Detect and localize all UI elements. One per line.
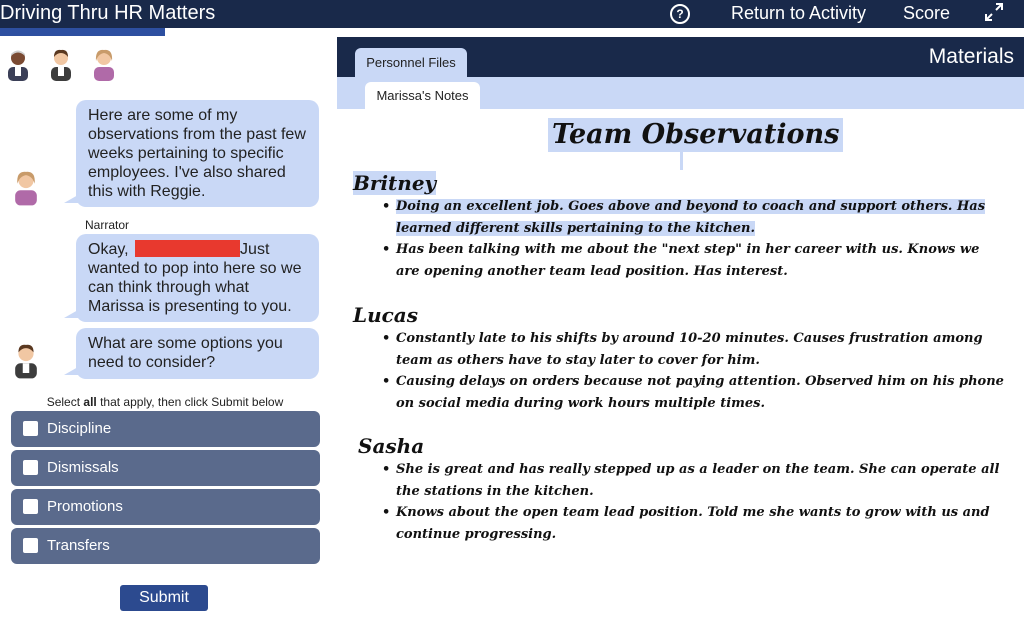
option-discipline[interactable] bbox=[11, 411, 320, 447]
option-transfers[interactable] bbox=[11, 528, 320, 564]
redaction-mark bbox=[135, 240, 240, 257]
chat-bubble-narrator bbox=[76, 234, 319, 322]
fullscreen-icon[interactable] bbox=[985, 3, 1003, 21]
option-label: Promotions bbox=[47, 498, 123, 515]
option-label: Discipline bbox=[47, 420, 112, 437]
note-text: Constantly late to his shifts by around 10-20 minutes. Causes frustration among team as others have to stay later to cover for him. bbox=[396, 331, 983, 368]
instruction-emphasis: all bbox=[83, 395, 97, 409]
note-text: Knows about the open team lead position. Told me she wants to grow with us and continue progressing. bbox=[396, 505, 990, 542]
lucas-notes bbox=[382, 328, 1007, 414]
document-title: Team Observations bbox=[548, 118, 843, 152]
note-text: Doing an excellent job. Goes above and beyond to coach and support others. Has learned different skills pertaining to the kitchen. bbox=[396, 199, 986, 236]
note-text: Has been talking with me about the "next step" in her career with us. Knows we are opening another team lead position. Has interest. bbox=[396, 242, 980, 279]
note-item bbox=[382, 328, 1007, 371]
submit-button[interactable]: Submit bbox=[120, 585, 208, 611]
subtab-marissas-notes[interactable]: Marissa's Notes bbox=[365, 82, 480, 109]
note-item bbox=[382, 239, 1007, 282]
note-item bbox=[382, 459, 1007, 502]
sasha-notes bbox=[382, 459, 1007, 545]
chat-message-text: Just wanted to pop into here so we can think through what Marissa is presenting to you. bbox=[88, 241, 302, 315]
tab-personnel-files[interactable]: Personnel Files bbox=[355, 48, 467, 77]
chat-message-prefix: Okay, bbox=[88, 241, 134, 258]
character-avatar-marissa bbox=[92, 47, 116, 81]
note-item bbox=[382, 371, 1007, 414]
instruction-text: Select bbox=[46, 395, 84, 409]
employee-name-britney: Britney bbox=[353, 171, 437, 195]
option-label: Transfers bbox=[47, 537, 110, 554]
checkbox[interactable] bbox=[23, 421, 38, 436]
chat-message-text: Here are some of my observations from the past few weeks pertaining to specific employees. I've also shared this with Reggie. bbox=[88, 107, 306, 200]
option-dismissals[interactable] bbox=[11, 450, 320, 486]
option-promotions[interactable] bbox=[11, 489, 320, 525]
option-label: Dismissals bbox=[47, 459, 119, 476]
note-text: She is great and has really stepped up as a leader on the team. She can operate all the stations in the kitchen. bbox=[396, 462, 1000, 499]
help-icon[interactable]: ? bbox=[670, 4, 690, 24]
checkbox[interactable] bbox=[23, 460, 38, 475]
question-instruction bbox=[0, 395, 330, 409]
note-item bbox=[382, 196, 1007, 239]
employee-name-lucas: Lucas bbox=[353, 303, 418, 327]
character-avatar-narrator bbox=[49, 47, 73, 81]
chat-bubble-marissa bbox=[76, 100, 319, 207]
top-bar bbox=[0, 0, 1024, 28]
speaker-label: Narrator bbox=[85, 218, 130, 232]
score-link[interactable]: Score bbox=[903, 3, 951, 23]
note-text: Causing delays on orders because not paying attention. Observed him on his phone on social media during work hours multiple times. bbox=[396, 374, 1004, 411]
chat-bubble-question bbox=[76, 328, 319, 379]
materials-title: Materials bbox=[928, 45, 1014, 68]
selection-highlight bbox=[680, 152, 683, 170]
return-to-activity-link[interactable]: Return to Activity bbox=[731, 3, 867, 23]
instruction-text: that apply, then click Submit below bbox=[96, 395, 284, 409]
character-avatar-reggie bbox=[6, 47, 30, 81]
checkbox[interactable] bbox=[23, 499, 38, 514]
employee-name-sasha: Sasha bbox=[358, 434, 425, 458]
britney-notes bbox=[382, 196, 1007, 282]
narrator-avatar bbox=[13, 341, 39, 379]
checkbox[interactable] bbox=[23, 538, 38, 553]
app-title: Driving Thru HR Matters bbox=[0, 2, 216, 24]
marissa-avatar bbox=[13, 168, 39, 206]
note-item bbox=[382, 502, 1007, 545]
progress-indicator bbox=[0, 28, 165, 36]
chat-message-text: What are some options you need to consider? bbox=[88, 335, 283, 371]
